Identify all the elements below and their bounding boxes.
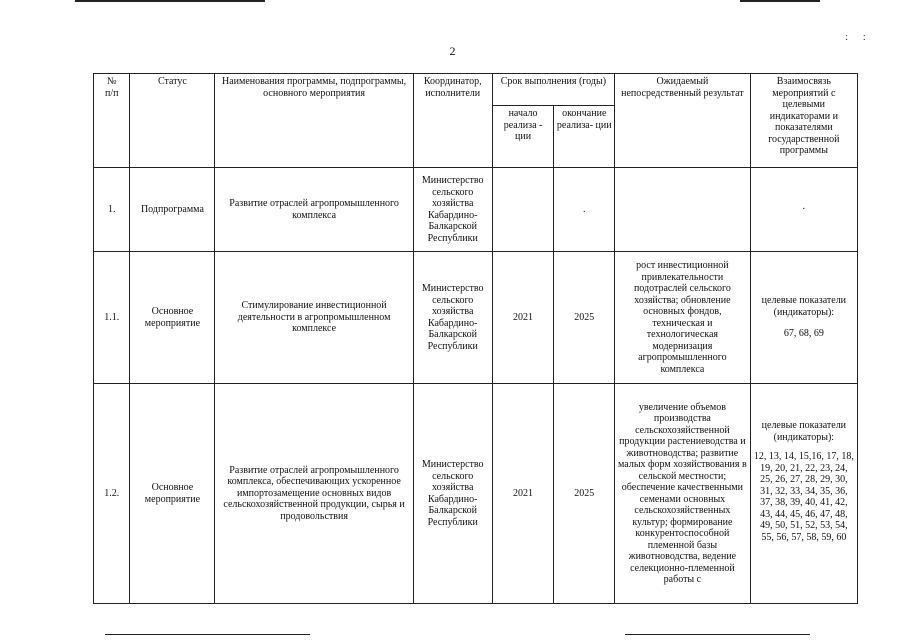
row-result: рост инвестиционной привлекательности подотраслей сельского хозяйства; обновление основных фондов, техническая и технологическая модернизация агропромышленного комплекса: [615, 252, 751, 384]
program-table: [93, 73, 858, 604]
row-num: 1.: [94, 168, 130, 252]
row-end: 2025: [554, 384, 615, 604]
header-period: Срок выполнения (годы): [492, 74, 614, 106]
header-name: Наименования программы, подпрограммы, основного мероприятия: [215, 74, 413, 168]
row-num: 1.1.: [94, 252, 130, 384]
row-indicators: [750, 252, 857, 384]
scan-mark-top-left: [75, 0, 265, 2]
row-coordinator: Министерство сельского хозяйства Кабардино- Балкарской Республики: [413, 168, 492, 252]
row-start: [492, 168, 554, 252]
row-coordinator: Министерство сельского хозяйства Кабардино- Балкарской Республики: [413, 252, 492, 384]
indicators-label: целевые показатели (индикаторы):: [761, 420, 847, 443]
header-start: начало реализа - ции: [492, 106, 554, 168]
header-relation: Взаимосвязь мероприятий с целевыми индикаторами и показателями государственной программы: [750, 74, 857, 168]
row-result: увеличение объемов производства сельскохозяйственной продукции растениеводства и животноводства; развитие малых форм хозяйствования в сельской местности; обеспечение качественными семенами основных сельскохозяйственных культур; формирование конкурентоспособной племенной базы животноводства, ведение селекционно-племенной работы с: [615, 384, 751, 604]
row-name: Стимулирование инвестиционной деятельности в агропромышленном комплексе: [215, 252, 413, 384]
row-status: Основное мероприятие: [130, 252, 215, 384]
header-num: № п/п: [94, 74, 130, 168]
page-number: 2: [449, 44, 456, 58]
row-result: [615, 168, 751, 252]
scan-mark-bottom-right: [625, 634, 810, 635]
row-end: 2025: [554, 252, 615, 384]
row-status: Основное мероприятие: [130, 384, 215, 604]
header-row: [94, 74, 858, 106]
row-name: Развитие отраслей агропромышленного комплекса, обеспечивающих ускоренное импортозамещение основных видов сельскохозяйственной продукции, сырья и продовольствия: [215, 384, 413, 604]
row-status: Подпрограмма: [130, 168, 215, 252]
row-indicators: [750, 384, 857, 604]
corner-marks: : :: [845, 31, 872, 43]
header-result: Ожидаемый непосредственный результат: [615, 74, 751, 168]
header-coordinator: Координатор, исполнители: [413, 74, 492, 168]
scan-mark-bottom-left: [105, 634, 310, 635]
scan-mark-top-right: [740, 0, 820, 2]
row-end: .: [554, 168, 615, 252]
row-coordinator: Министерство сельского хозяйства Кабардино- Балкарской Республики: [413, 384, 492, 604]
header-end: окончание реализа- ции: [554, 106, 615, 168]
header-status: Статус: [130, 74, 215, 168]
row-num: 1.2.: [94, 384, 130, 604]
indicators-label: целевые показатели (индикаторы):: [761, 295, 847, 318]
table-row: [94, 168, 858, 252]
row-name: Развитие отраслей агропромышленного комплекса: [215, 168, 413, 252]
table-row: [94, 384, 858, 604]
row-indicators: [750, 168, 857, 252]
indicators-values: 67, 68, 69: [783, 328, 824, 340]
row-start: 2021: [492, 384, 554, 604]
indicators-values: ·: [802, 203, 806, 215]
table-row: [94, 252, 858, 384]
row-start: 2021: [492, 252, 554, 384]
indicators-values: 12, 13, 14, 15,16, 17, 18, 19, 20, 21, 22, 23, 24, 25, 26, 27, 28, 29, 30, 31, 32, 33, 34, 35, 36, 37, 38, 39, 40, 41, 42, 43, 44, 45, 46, 47, 48, 49, 50, 51, 52, 53, 54, 55, 56, 57, 58, 59, 60: [753, 451, 854, 543]
